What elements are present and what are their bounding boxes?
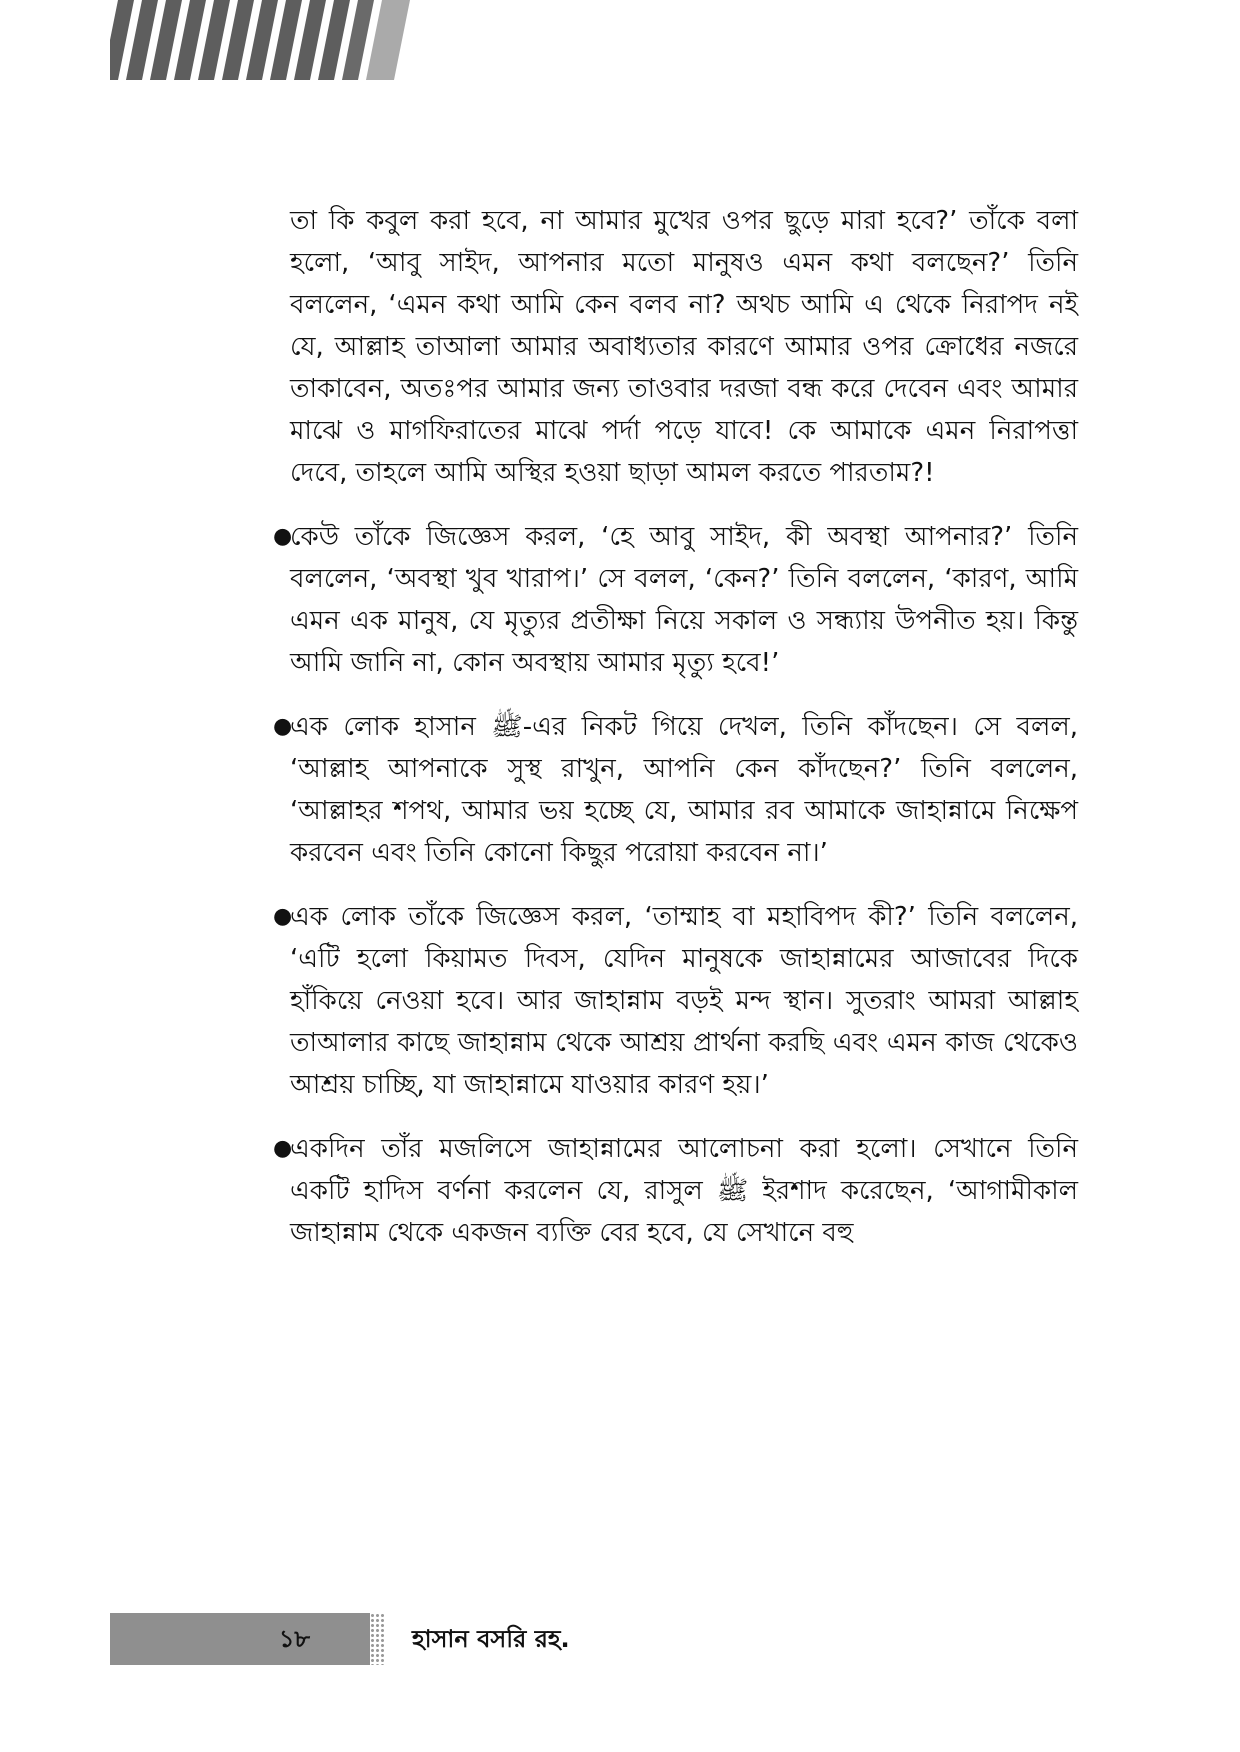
bullet-dot-icon: ● [273,524,293,549]
page-footer [110,1613,930,1665]
bullet-item-1 [273,516,1078,684]
bullet-dot-icon: ● [273,714,293,739]
bullet-text-3: এক লোক তাঁকে জিজ্ঞেস করল, ‘তাম্মাহ বা মহাবিপদ কী?’ তিনি বললেন, ‘এটি হলো কিয়ামত দিবস, যেদিন মানুষকে জাহান্নামের আজাবের দিকে হাঁকিয়ে নেওয়া হবে। আর জাহান্নাম বড়ই মন্দ স্থান। সুতরাং আমরা আল্লাহ তাআলার কাছে জাহান্নাম থেকে আশ্রয় প্রার্থনা করছি এবং এমন কাজ থেকেও আশ্রয় চাচ্ছি, যা জাহান্নামে যাওয়ার কারণ হয়।’ [290,902,1078,1100]
intro-paragraph: তা কি কবুল করা হবে, না আমার মুখের ওপর ছুড়ে মারা হবে?’ তাঁকে বলা হলো, ‘আবু সাইদ, আপনার মতো মানুষও এমন কথা বলছেন?’ তিনি বললেন, ‘এমন কথা আমি কেন বলব না? অথচ আমি এ থেকে নিরাপদ নই যে, আল্লাহ তাআলা আমার অবাধ্যতার কারণে আমার ওপর ক্রোধের নজরে তাকাবেন, অতঃপর আমার জন্য তাওবার দরজা বন্ধ করে দেবেন এবং আমার মাঝে ও মাগফিরাতের মাঝে পর্দা পড়ে যাবে! কে আমাকে এমন নিরাপত্তা দেবে, তাহলে আমি অস্থির হওয়া ছাড়া আমল করতে পারতাম?! [290,206,1078,488]
bullet-dot-icon: ● [273,1136,293,1161]
bullet-item-4 [273,1128,1078,1254]
bullet-text-4: একদিন তাঁর মজলিসে জাহান্নামের আলোচনা করা হলো। সেখানে তিনি একটি হাদিস বর্ণনা করলেন যে, রাসুল ﷺ ইরশাদ করেছেন, ‘আগামীকাল জাহান্নাম থেকে একজন ব্যক্তি বের হবে, যে সেখানে বহু [290,1134,1078,1248]
decorative-stripes [110,0,430,80]
bullet-list [273,516,1078,1254]
bullet-text-2: এক লোক হাসান ﷺ-এর নিকট গিয়ে দেখল, তিনি কাঁদছেন। সে বলল, ‘আল্লাহ আপনাকে সুস্থ রাখুন, আপনি কেন কাঁদছেন?’ তিনি বললেন, ‘আল্লাহর শপথ, আমার ভয় হচ্ছে যে, আমার রব আমাকে জাহান্নামে নিক্ষেপ করবেন এবং তিনি কোনো কিছুর পরোয়া করবেন না।’ [290,712,1078,868]
page-body [273,200,1078,1276]
page-number: ১৮ [278,1625,310,1653]
bullet-item-3 [273,896,1078,1106]
bullet-text-1: কেউ তাঁকে জিজ্ঞেস করল, ‘হে আবু সাইদ, কী অবস্থা আপনার?’ তিনি বললেন, ‘অবস্থা খুব খারাপ।’ সে বলল, ‘কেন?’ তিনি বললেন, ‘কারণ, আমি এমন এক মানুষ, যে মৃত্যুর প্রতীক্ষা নিয়ে সকাল ও সন্ধ্যায় উপনীত হয়। কিন্তু আমি জানি না, কোন অবস্থায় আমার মৃত্যু হবে!’ [290,522,1078,678]
book-title: হাসান বসরি রহ. [412,1625,570,1653]
footer-dot-pattern [370,1613,386,1665]
bullet-dot-icon: ● [273,904,293,929]
bullet-item-2 [273,706,1078,874]
